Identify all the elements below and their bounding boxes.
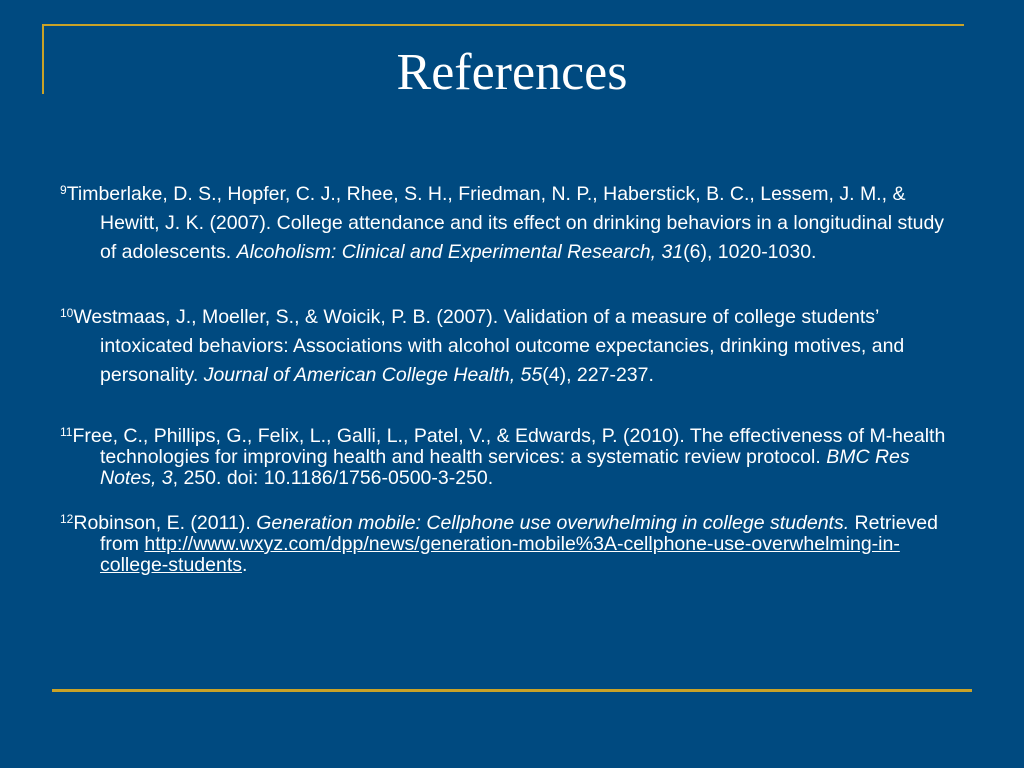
reference-journal: BMC Res Notes, 3	[100, 446, 910, 489]
reference-list	[60, 180, 960, 576]
reference-retrieved-text: Retrieved from	[100, 512, 938, 555]
reference-citation: Robinson, E. (2011).	[73, 512, 257, 534]
reference-number: 9	[60, 183, 67, 197]
reference-volume-pages: , 250. doi: 10.1186/1756-0500-3-250.	[172, 467, 494, 489]
reference-title: Generation mobile: Cellphone use overwhelming in college students.	[256, 512, 850, 534]
reference-9	[60, 180, 960, 267]
reference-number: 10	[60, 306, 74, 320]
reference-12	[60, 513, 960, 576]
reference-journal: Alcoholism: Clinical and Experimental Research, 31	[236, 241, 684, 263]
reference-10	[60, 303, 960, 390]
reference-citation: Free, C., Phillips, G., Felix, L., Galli, L., Patel, V., & Edwards, P. (2010). The effectiveness of M-health technologies for improving health and health services: a systematic review protocol.	[72, 425, 946, 468]
reference-citation: Westmaas, J., Moeller, S., & Woicik, P. B. (2007). Validation of a measure of college students’ intoxicated behaviors: Associations with alcohol outcome expectancies, drinking motives, and personality.	[73, 306, 905, 386]
reference-end-punct: .	[242, 554, 248, 576]
reference-citation: Timberlake, D. S., Hopfer, C. J., Rhee, S. H., Friedman, N. P., Haberstick, B. C., Lessem, J. M., & Hewitt, J. K. (2007). College attendance and its effect on drinking behaviors in a longitudinal study of adolescents.	[66, 183, 945, 263]
frame-bottom-line	[52, 689, 972, 692]
reference-11	[60, 426, 960, 489]
frame-top-line	[42, 24, 964, 26]
reference-link[interactable]: http://www.wxyz.com/dpp/news/generation-mobile%3A-cellphone-use-overwhelming-in-college-students	[100, 533, 900, 576]
reference-number: 11	[60, 425, 73, 439]
reference-journal: Journal of American College Health, 55	[203, 364, 543, 386]
reference-number: 12	[60, 512, 74, 526]
reference-volume-pages: (4), 227-237.	[542, 364, 654, 386]
slide-title: References	[396, 44, 628, 101]
reference-volume-pages: (6), 1020-1030.	[683, 241, 817, 263]
